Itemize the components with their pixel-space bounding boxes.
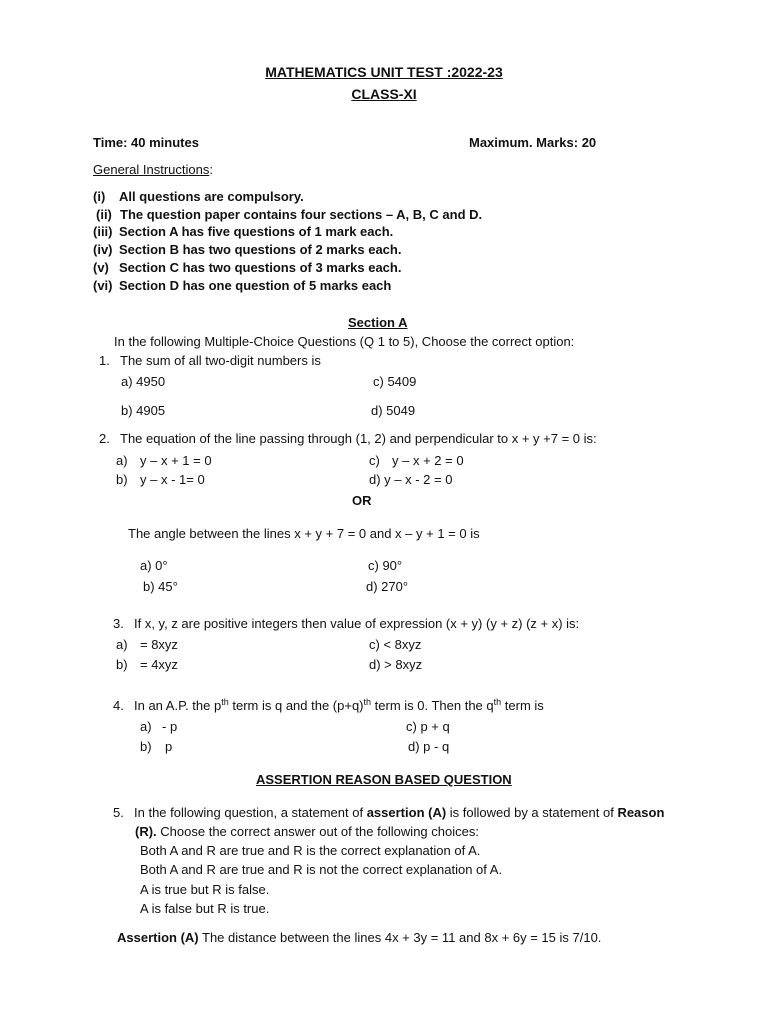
instruction-text: Section B has two questions of 2 marks each. [119, 242, 402, 257]
option-d: d) p - q [408, 739, 450, 754]
option-d: d) 5049 [371, 403, 416, 418]
instruction-number: (vi) [93, 278, 113, 293]
question-number: 1. [99, 353, 110, 368]
question-text-continued: (R). Choose the correct answer out of the following choices: [135, 824, 479, 839]
option-c: c) p + q [406, 719, 450, 734]
instruction-number: (i) [93, 189, 106, 204]
question-number: 2. [99, 431, 110, 446]
option-a: = 8xyz [140, 637, 178, 652]
option-a-label: a) [116, 453, 128, 468]
option-b: y – x - 1= 0 [140, 472, 205, 487]
paper-title: MATHEMATICS UNIT TEST :2022-23 [265, 64, 503, 80]
choice-item: Both A and R are true and R is the correct explanation of A. [140, 843, 481, 858]
instructions-heading: General Instructions: [93, 162, 213, 177]
question-text: In the following question, a statement of assertion (A) is followed by a statement of Reason [134, 805, 665, 820]
or-label: OR [352, 493, 372, 508]
option-d: d) y – x - 2 = 0 [369, 472, 453, 487]
choice-item: A is false but R is true. [140, 901, 270, 916]
option-a: y – x + 1 = 0 [140, 453, 212, 468]
option-c-label: c) [369, 453, 380, 468]
option-a-label: a) [140, 719, 152, 734]
question-text: The sum of all two-digit numbers is [120, 353, 321, 368]
instruction-number: (v) [93, 260, 109, 275]
option-c: y – x + 2 = 0 [392, 453, 464, 468]
instruction-text: The question paper contains four sections – A, B, C and D. [120, 207, 483, 222]
option-c: c) 5409 [373, 374, 417, 389]
option-b: b) 4905 [121, 403, 166, 418]
instruction-text: All questions are compulsory. [119, 189, 304, 204]
option-a-label: a) [116, 637, 128, 652]
instruction-number: (iii) [93, 224, 113, 239]
option-a: a) 4950 [121, 374, 166, 389]
option-d: d) 270° [366, 579, 409, 594]
instruction-number: (iv) [93, 242, 113, 257]
question-text: In an A.P. the $p^{th}$ term is q and the $(p+q)^{th}$ term is 0. Then the $q^{th}$ term is [134, 697, 544, 713]
option-b-label: b) [140, 739, 152, 754]
question-text: If x, y, z are positive integers then value of expression (x + y) (y + z) (z + x) is: [134, 616, 580, 631]
option-b-label: b) [116, 657, 128, 672]
option-a: - p [162, 719, 178, 734]
option-b-label: b) [116, 472, 128, 487]
option-b: p [165, 739, 173, 754]
section-a-intro: In the following Multiple-Choice Questions (Q 1 to 5), Choose the correct option: [114, 334, 575, 349]
question-number: 5. [113, 805, 124, 820]
instruction-text: Section D has one question of 5 marks each [119, 278, 392, 293]
maximum-marks: Maximum. Marks: 20 [469, 135, 597, 150]
instruction-text: Section C has two questions of 3 marks each. [119, 260, 402, 275]
choice-item: A is true but R is false. [140, 882, 270, 897]
section-a-heading: Section A [348, 315, 408, 330]
choice-item: Both A and R are true and R is not the correct explanation of A. [140, 862, 503, 877]
assertion-statement: Assertion (A) The distance between the lines 4x + 3y = 11 and 8x + 6y = 15 is 7/10. [117, 930, 602, 945]
option-c: c) < 8xyz [369, 637, 422, 652]
question-number: 4. [113, 698, 124, 713]
question-text: The equation of the line passing through (1, 2) and perpendicular to x + y +7 = 0 is: [120, 431, 597, 446]
option-b: = 4xyz [140, 657, 178, 672]
alternate-question-text: The angle between the lines x + y + 7 = 0 and x – y + 1 = 0 is [128, 526, 480, 541]
option-d: d) > 8xyz [369, 657, 423, 672]
class-label: CLASS-XI [351, 86, 417, 102]
time-allowed: Time: 40 minutes [93, 135, 199, 150]
instruction-number: (ii) [96, 207, 112, 222]
option-a: a) 0° [140, 558, 168, 573]
option-b: b) 45° [143, 579, 178, 594]
option-c: c) 90° [368, 558, 403, 573]
instruction-text: Section A has five questions of 1 mark each. [119, 224, 394, 239]
assertion-reason-heading: ASSERTION REASON BASED QUESTION [256, 772, 512, 787]
question-number: 3. [113, 616, 124, 631]
